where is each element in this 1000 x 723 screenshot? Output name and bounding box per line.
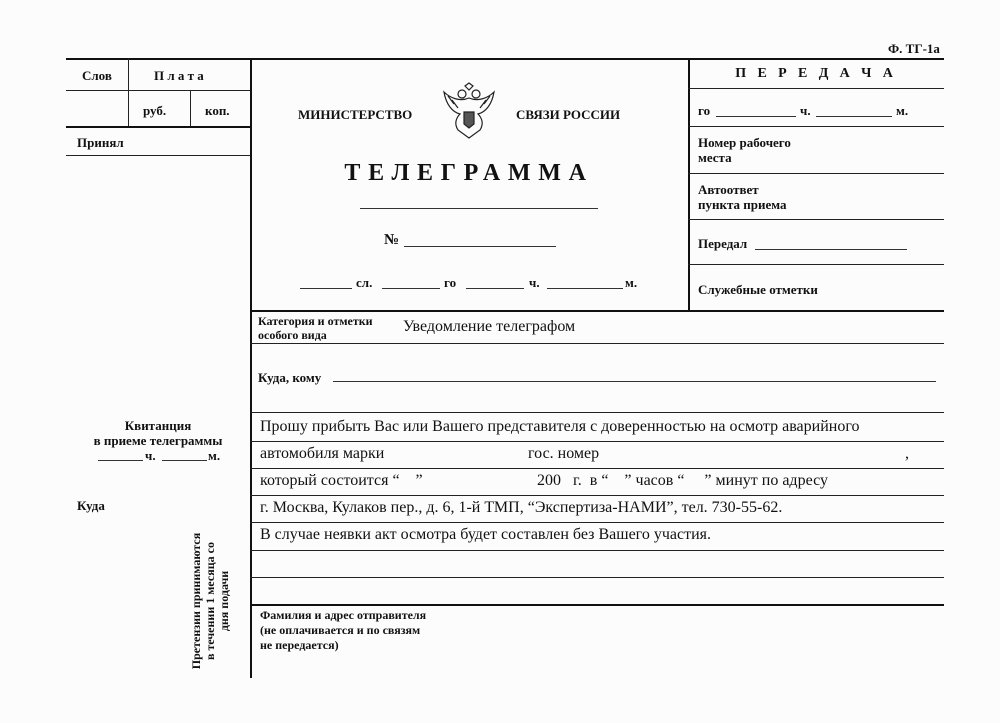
message-line-5: В случае неявки акт осмотра будет составлен без Вашего участия. xyxy=(260,526,711,543)
sl-label: сл. xyxy=(356,275,373,290)
transfer-day-field[interactable] xyxy=(716,116,796,117)
sender-label xyxy=(260,608,426,653)
transfer-m-label: м. xyxy=(896,103,909,118)
workplace-line-2: места xyxy=(698,150,732,165)
transfer-title-line xyxy=(688,88,944,89)
body-line-7 xyxy=(250,550,944,551)
receipt-minutes-blank xyxy=(162,460,207,461)
body-top-border xyxy=(250,310,944,312)
transmitted-label: Передал xyxy=(698,236,748,251)
claims-note xyxy=(189,516,231,686)
minutes-field[interactable] xyxy=(547,288,623,289)
body-bottom-border xyxy=(250,604,944,606)
receipt-where-label: Куда xyxy=(77,498,105,513)
where-whom-label: Куда, кому xyxy=(258,370,322,385)
transfer-hours-field[interactable] xyxy=(816,116,892,117)
message-line-3b: 200 г. в “ ” часов “ ” минут по адресу xyxy=(537,472,828,489)
number-field[interactable] xyxy=(404,246,556,247)
message-line-2a: автомобиля марки xyxy=(260,445,385,462)
message-line-2c: , xyxy=(905,445,909,462)
accepted-label: Принял xyxy=(77,135,124,150)
transfer-ch-label: ч. xyxy=(800,103,811,118)
receipt-title: Квитанция xyxy=(124,418,192,433)
left-header-bottom xyxy=(66,126,250,128)
message-line-2b: гос. номер xyxy=(528,445,600,462)
sender-line-3: не передается) xyxy=(260,638,339,652)
number-label: № xyxy=(384,232,400,248)
title-underline xyxy=(360,208,598,209)
form-code: Ф. ТГ-1а xyxy=(888,41,940,56)
receipt-hours-label: ч. xyxy=(145,448,156,463)
category-label xyxy=(258,314,373,342)
words-count-field[interactable] xyxy=(300,288,352,289)
words-header: Слов xyxy=(82,68,112,83)
claims-line-1: Претензии принимаются xyxy=(189,532,203,670)
where-whom-field[interactable] xyxy=(333,381,936,382)
ministry-left: МИНИСТЕРСТВО xyxy=(298,107,413,122)
claims-line-2: в течении 1 месяца со xyxy=(203,542,217,660)
coat-of-arms-icon xyxy=(440,82,498,140)
ch-label: ч. xyxy=(529,275,540,290)
accepted-line xyxy=(66,155,250,156)
body-line-6 xyxy=(250,522,944,523)
body-line-5 xyxy=(250,495,944,496)
transmitted-field[interactable] xyxy=(755,249,907,250)
body-line-3 xyxy=(250,441,944,442)
rub-kop-divider xyxy=(190,90,191,126)
workplace-line-1: Номер рабочего xyxy=(698,135,791,150)
body-line-2 xyxy=(250,412,944,413)
autoreply-line-2: пункта приема xyxy=(698,197,787,212)
receipt-hours-blank xyxy=(98,460,143,461)
transfer-line-2 xyxy=(688,126,944,127)
workplace-label xyxy=(698,135,791,165)
body-line-1 xyxy=(250,343,944,344)
go-label: го xyxy=(444,275,457,290)
message-line-1: Прошу прибыть Вас или Вашего представителя с доверенностью на осмотр аварийного xyxy=(260,418,860,435)
receipt-minutes-label: м. xyxy=(208,448,221,463)
category-line-1: Категория и отметки xyxy=(258,314,373,328)
category-line-2: особого вида xyxy=(258,328,327,342)
day-field[interactable] xyxy=(382,288,440,289)
words-divider xyxy=(128,58,129,126)
sender-line-1: Фамилия и адрес отправителя xyxy=(260,608,427,622)
body-line-8 xyxy=(250,577,944,578)
body-line-4 xyxy=(250,468,944,469)
message-line-3a: который состоится “ ” xyxy=(260,472,423,489)
kop-label: коп. xyxy=(205,103,230,118)
m-label: м. xyxy=(625,275,638,290)
ministry-right: СВЯЗИ РОССИИ xyxy=(516,107,621,122)
autoreply-line-1: Автоответ xyxy=(698,182,759,197)
top-border xyxy=(66,58,944,60)
sender-line-2: (не оплачивается и по связям xyxy=(260,623,421,637)
transfer-line-3 xyxy=(688,173,944,174)
payment-header: П л а т а xyxy=(154,68,204,83)
left-header-line xyxy=(66,90,250,91)
right-column-divider xyxy=(688,58,690,310)
transfer-line-5 xyxy=(688,264,944,265)
transfer-title: П Е Р Е Д А Ч А xyxy=(735,66,897,81)
telegram-title: ТЕЛЕГРАММА xyxy=(344,160,594,186)
category-value[interactable]: Уведомление телеграфом xyxy=(403,318,576,335)
transfer-go-label: го xyxy=(698,103,711,118)
autoreply-label xyxy=(698,182,787,212)
hours-field[interactable] xyxy=(466,288,524,289)
receipt-subtitle: в приеме телеграммы xyxy=(93,433,223,448)
transfer-line-4 xyxy=(688,219,944,220)
claims-line-3: дня подачи xyxy=(217,570,231,632)
left-column-divider xyxy=(250,58,252,678)
service-notes-label: Служебные отметки xyxy=(698,282,818,297)
message-line-4: г. Москва, Кулаков пер., д. 6, 1-й ТМП, “Экспертиза-НАМИ”, тел. 730-55-62. xyxy=(260,499,783,516)
rub-label: руб. xyxy=(143,103,167,118)
